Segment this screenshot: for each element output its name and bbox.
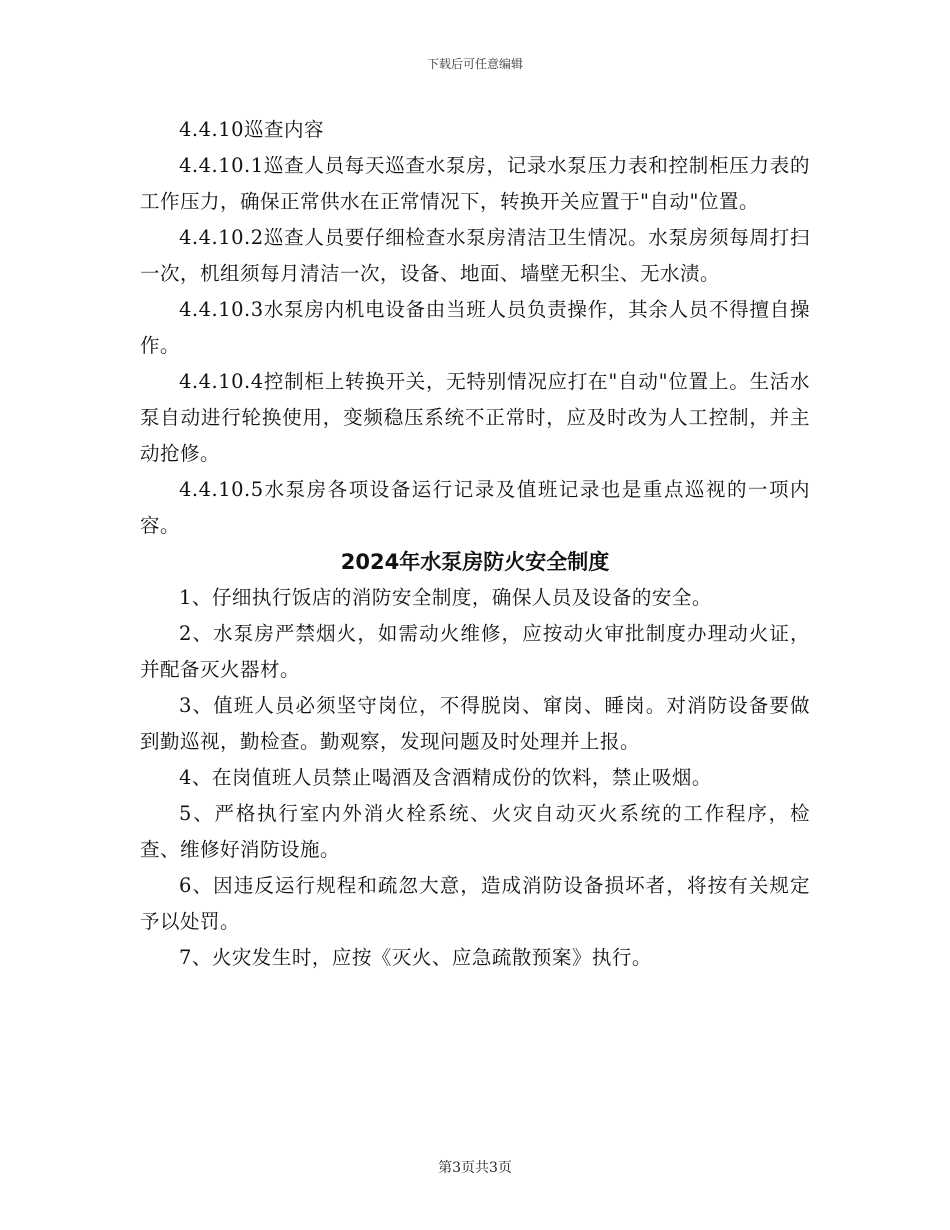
paragraph: 5、严格执行室内外消火栓系统、火灾自动灭火系统的工作程序，检查、维修好消防设施。: [140, 802, 810, 861]
paragraph: 4.4.10.5水泵房各项设备运行记录及值班记录也是重点巡视的一项内容。: [140, 478, 810, 537]
page-header: 下载后可任意编辑: [426, 57, 523, 71]
paragraph: 2、水泵房严禁烟火，如需动火维修，应按动火审批制度办理动火证，并配备灭火器材。: [140, 622, 810, 681]
paragraph: 4.4.10巡查内容: [179, 118, 325, 141]
section-title: 2024年水泵房防火安全制度: [340, 550, 610, 574]
paragraph: 4.4.10.4控制柜上转换开关，无特别情况应打在"自动"位置上。生活水泵自动进行轮换使用，变频稳压系统不正常时，应及时改为人工控制，并主动抢修。: [140, 370, 810, 465]
paragraph: 4.4.10.3水泵房内机电设备由当班人员负责操作，其余人员不得擅自操作。: [140, 298, 810, 357]
document-body: [140, 112, 810, 976]
paragraph: 3、值班人员必须坚守岗位，不得脱岗、窜岗、睡岗。对消防设备要做到勤巡视，勤检查。勤观察，发现问题及时处理并上报。: [140, 694, 810, 753]
paragraph: 6、因违反运行规程和疏忽大意，造成消防设备损坏者，将按有关规定予以处罚。: [140, 874, 810, 933]
paragraph: 1、仔细执行饭店的消防安全制度，确保人员及设备的安全。: [179, 586, 712, 609]
page-footer: 第3页共3页: [438, 1160, 512, 1176]
paragraph: 4、在岗值班人员禁止喝酒及含酒精成份的饮料，禁止吸烟。: [179, 766, 712, 789]
paragraph: 4.4.10.2巡查人员要仔细检查水泵房清洁卫生情况。水泵房须每周打扫一次，机组须每月清洁一次，设备、地面、墙壁无积尘、无水渍。: [140, 226, 810, 285]
paragraph: 7、火灾发生时，应按《灭火、应急疏散预案》执行。: [179, 946, 652, 969]
paragraph: 4.4.10.1巡查人员每天巡查水泵房，记录水泵压力表和控制柜压力表的工作压力，确保正常供水在正常情况下，转换开关应置于"自动"位置。: [140, 154, 810, 213]
